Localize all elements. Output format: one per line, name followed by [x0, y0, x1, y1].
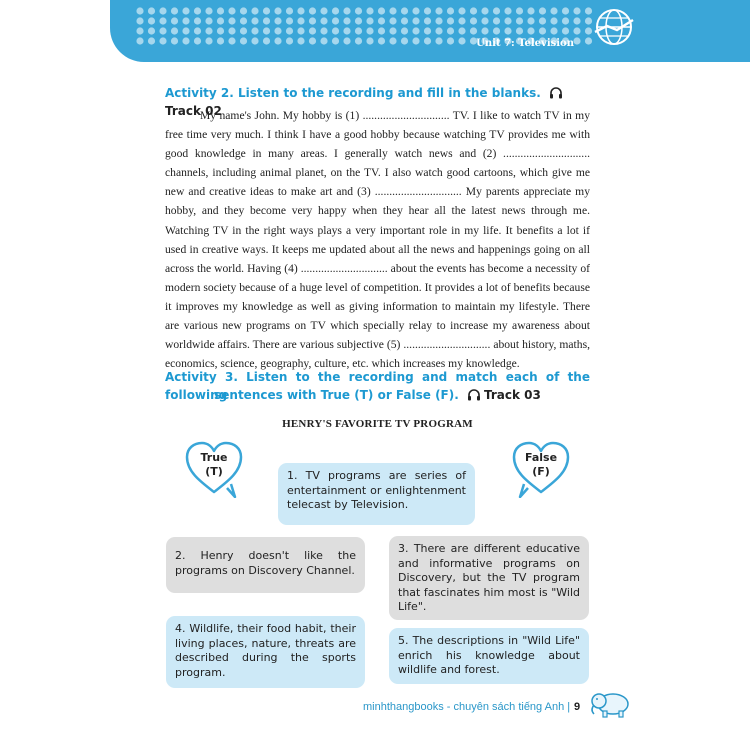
header-dot [527, 17, 534, 24]
header-dot [458, 7, 465, 14]
header-dot [309, 27, 316, 34]
header-dot [217, 17, 224, 24]
header-dot [148, 7, 155, 14]
header-dot [320, 7, 327, 14]
header-dot [366, 7, 373, 14]
header-dot [424, 27, 431, 34]
header-dot [585, 27, 592, 34]
sentence-card-3: 3. There are different educative and informative programs on Discovery, but the TV program that fascinates him most is "Wild Life". [389, 536, 589, 620]
header-dot [424, 7, 431, 14]
header-dot [412, 17, 419, 24]
header-dot [217, 37, 224, 44]
header-dot [286, 27, 293, 34]
header-dot [527, 27, 534, 34]
header-dot [159, 37, 166, 44]
header-dot [194, 27, 201, 34]
header-dot [550, 17, 557, 24]
header-dot [562, 27, 569, 34]
header-dot [458, 27, 465, 34]
header-dot [389, 17, 396, 24]
activity-3-title-line1: Activity 3. Listen to the recording and match each of the following [165, 370, 590, 402]
header-dot [171, 37, 178, 44]
headphones-icon [467, 388, 481, 401]
header-dot [504, 7, 511, 14]
header-dot [412, 37, 419, 44]
header-dot [171, 7, 178, 14]
header-dot [240, 37, 247, 44]
header-dot [573, 37, 580, 44]
header-dot [309, 17, 316, 24]
header-dot [539, 17, 546, 24]
header-dot [159, 27, 166, 34]
header-dot [424, 37, 431, 44]
header-dot [217, 7, 224, 14]
header-dot [424, 17, 431, 24]
header-dot [366, 27, 373, 34]
activity-2-title: Activity 2. Listen to the recording and fill in the blanks. Track 02 [165, 84, 590, 120]
header-dot [228, 17, 235, 24]
header-dot [573, 17, 580, 24]
header-dot [562, 7, 569, 14]
header-dot [504, 27, 511, 34]
header-dot [286, 37, 293, 44]
header-dot [389, 7, 396, 14]
header-dot [148, 27, 155, 34]
header-dot [481, 17, 488, 24]
header-dot [389, 37, 396, 44]
header-dot [412, 7, 419, 14]
header-dot [447, 27, 454, 34]
header-dot [263, 7, 270, 14]
header-dot [136, 37, 143, 44]
header-dot [343, 27, 350, 34]
header-dot [516, 7, 523, 14]
true-label: True (T) [200, 451, 228, 478]
header-dot [585, 17, 592, 24]
header-dot [148, 17, 155, 24]
header-dot [309, 7, 316, 14]
header-dot [355, 17, 362, 24]
header-dot [343, 17, 350, 24]
header-dot [389, 27, 396, 34]
header-dot [573, 7, 580, 14]
header-dot [228, 27, 235, 34]
header-dot [550, 27, 557, 34]
header-dot [263, 27, 270, 34]
header-dot [435, 7, 442, 14]
globe-icon [593, 6, 635, 48]
header-dot [470, 27, 477, 34]
publisher-footer: minhthangbooks - chuyên sách tiếng Anh | [363, 701, 571, 713]
elephant-mascot-icon [588, 688, 634, 718]
track-02-label: Track 02 [165, 104, 222, 118]
header-dot [297, 17, 304, 24]
header-dot [309, 37, 316, 44]
header-dot [516, 17, 523, 24]
header-dot [263, 37, 270, 44]
header-dot [401, 7, 408, 14]
header-dot [251, 37, 258, 44]
header-dot [562, 17, 569, 24]
header-dot [136, 17, 143, 24]
header-dot [481, 27, 488, 34]
header-dot [481, 7, 488, 14]
header-dot [297, 27, 304, 34]
header-dot [355, 7, 362, 14]
header-dot [435, 37, 442, 44]
header-dot [240, 17, 247, 24]
header-dot [217, 27, 224, 34]
header-dot [194, 17, 201, 24]
header-dot [320, 17, 327, 24]
header-dot [332, 37, 339, 44]
header-dot [343, 37, 350, 44]
header-dot [332, 17, 339, 24]
header-dot [228, 37, 235, 44]
header-dot [274, 7, 281, 14]
sentence-card-1: 1. TV programs are series of entertainment or enlightenment telecast by Television. [278, 463, 475, 525]
header-dot [148, 37, 155, 44]
header-dot [251, 7, 258, 14]
header-dot [205, 27, 212, 34]
header-dot [159, 7, 166, 14]
header-dot [550, 7, 557, 14]
header-dot [251, 27, 258, 34]
sentence-card-4: 4. Wildlife, their food habit, their living places, nature, threats are described during the sports program. [166, 616, 365, 688]
page-number: 9 [574, 701, 581, 713]
header-dot [493, 17, 500, 24]
header-dot [297, 37, 304, 44]
header-dot [378, 17, 385, 24]
header-dot [493, 27, 500, 34]
header-dot [159, 17, 166, 24]
header-dot [366, 17, 373, 24]
header-dot [447, 37, 454, 44]
header-dot [458, 17, 465, 24]
header-dot [136, 27, 143, 34]
header-dot [171, 17, 178, 24]
header-dot [516, 27, 523, 34]
header-dot [274, 17, 281, 24]
header-dot [378, 7, 385, 14]
header-dot [171, 27, 178, 34]
header-dot [355, 37, 362, 44]
header-dot [194, 37, 201, 44]
unit-label: Unit 7: Television [476, 38, 574, 49]
header-dot [205, 7, 212, 14]
header-dot [205, 37, 212, 44]
header-dot [182, 7, 189, 14]
header-dot [320, 27, 327, 34]
activity-3-title-line2: sentences with True (T) or False (F). Track 03 [214, 388, 541, 402]
header-dot [286, 17, 293, 24]
header-dot [263, 17, 270, 24]
header-dot [493, 7, 500, 14]
header-dot [355, 27, 362, 34]
false-label: False (F) [524, 451, 558, 478]
headphones-icon [549, 86, 563, 99]
header-dot [286, 7, 293, 14]
program-title: HENRY'S FAVORITE TV PROGRAM [282, 418, 473, 430]
header-dot [194, 7, 201, 14]
header-dot [378, 27, 385, 34]
header-dot [435, 17, 442, 24]
header-dot [470, 7, 477, 14]
false-heart [510, 440, 580, 498]
header-dot [136, 7, 143, 14]
sentence-card-5: 5. The descriptions in "Wild Life" enrich his knowledge about wildlife and forest. [389, 628, 589, 684]
true-heart [183, 440, 253, 498]
header-dot [539, 27, 546, 34]
header-dot [251, 17, 258, 24]
header-dot [182, 27, 189, 34]
header-dot [585, 37, 592, 44]
header-dot [527, 7, 534, 14]
header-band [110, 0, 750, 62]
header-dot [182, 37, 189, 44]
header-dot [274, 37, 281, 44]
header-dot [274, 27, 281, 34]
header-dot [332, 27, 339, 34]
header-dot [228, 7, 235, 14]
header-dot [435, 27, 442, 34]
header-dot [297, 7, 304, 14]
header-dot [401, 27, 408, 34]
header-dot [573, 27, 580, 34]
header-dot [401, 37, 408, 44]
track-03-label: Track 03 [484, 388, 541, 402]
header-dot [366, 37, 373, 44]
header-dot [401, 17, 408, 24]
header-dot [504, 17, 511, 24]
header-dot [205, 17, 212, 24]
header-dot [332, 7, 339, 14]
sentence-card-2: 2. Henry doesn't like the programs on Discovery Channel. [166, 537, 365, 593]
header-dot [240, 7, 247, 14]
header-dot [182, 17, 189, 24]
header-dot [470, 17, 477, 24]
header-dot [585, 7, 592, 14]
header-dot [240, 27, 247, 34]
header-dot [447, 7, 454, 14]
header-dot [539, 7, 546, 14]
header-dot [458, 37, 465, 44]
header-dot [378, 37, 385, 44]
header-dot [320, 37, 327, 44]
header-dot [412, 27, 419, 34]
fill-in-passage: My name's John. My hobby is (1) .............................. TV. I like to watch TV in my free time very much. I think I have a good hobby because watching TV provides me with good knowledge in many areas. I generally watch news and (2) .............................. channels, including animal planet, on the TV. I also watch good cartoons, which give me new and creative ideas to make art and (3) .............................. My parents appreciate my hobby, and they become very happy when they hear all the latest news through me. Watching TV in the right ways plays a very important role in my life. It benefits a lot if used in creative ways. It keeps me updated about all the news and happenings going on all across the world. Having (4) .............................. about the events has become a necessity of modern society because of a huge level of competition. It provides a lot of benefits because it improves my knowledge as well as giving information to maintain my lifestyle. There are various new programs on TV which specially relay to increase my awareness about worldwide affairs. There are various subjective (5) .............................. about history, maths, economics, science, geography, culture, etc. which increases my knowledge. [165, 109, 590, 371]
header-dot [343, 7, 350, 14]
header-dot [447, 17, 454, 24]
